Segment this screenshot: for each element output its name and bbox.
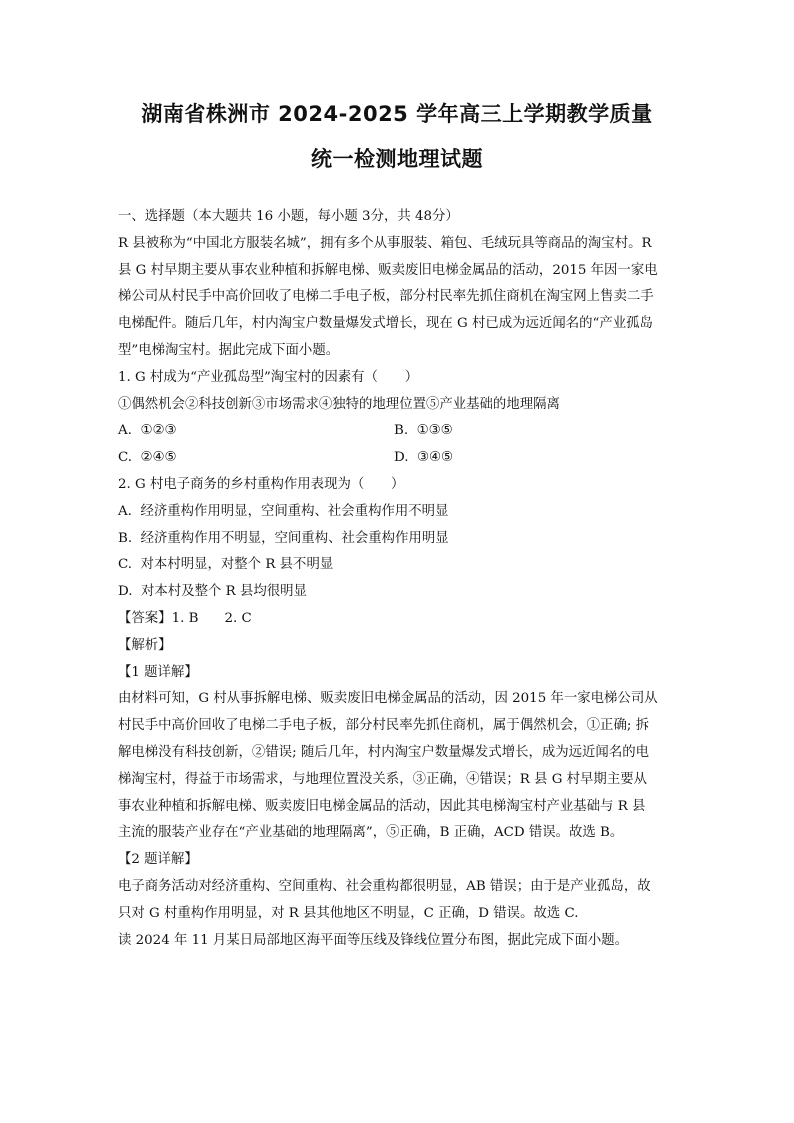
- option-b: [394, 418, 453, 445]
- question-2-stem: 2. G 村电子商务的乡村重构作用表现为（ ）: [118, 476, 405, 492]
- detail-1-line: 由材料可知，G 村从事拆解电梯、贩卖废旧电梯金属品的活动，因 2015 年一家电梯公司从: [118, 691, 658, 707]
- option-text: 对本村明显，对整个 R 县不明显: [140, 557, 334, 573]
- detail-2: [118, 847, 678, 927]
- detail-1: [118, 660, 678, 848]
- question-1-options-row-1: [118, 418, 678, 445]
- question-1-options-row-2: [118, 445, 678, 472]
- option-text: ①②③: [140, 423, 177, 439]
- option-a: [118, 499, 678, 526]
- detail-1-line: 主流的服装产业存在“产业基础的地理隔离”，⑤正确，B 正确，ACD 错误。故选 B。: [118, 825, 624, 841]
- section-heading: 一、选择题（本大题共 16 小题，每小题 3分，共 48分）: [118, 209, 459, 224]
- option-label: C.: [118, 557, 133, 573]
- detail-1-heading: 【1 题详解】: [118, 664, 198, 680]
- option-text: ②④⑤: [140, 450, 177, 466]
- option-label: D.: [118, 584, 133, 600]
- material-line: 型”电梯淘宝村。据此完成下面小题。: [118, 342, 340, 358]
- detail-2-line: 电子商务活动对经济重构、空间重构、社会重构都很明显，AB 错误；由于是产业孤岛，故: [118, 878, 651, 894]
- detail-2-line: 只对 G 村重构作用明显，对 R 县其他地区不明显，C 正确，D 错误。故选 C.: [118, 905, 579, 921]
- option-d: [394, 445, 453, 472]
- detail-1-line: 解电梯没有科技创新，②错误; 随后几年，村内淘宝户数量爆发式增长，成为远近闻名的电: [118, 744, 649, 760]
- option-label: B.: [394, 423, 409, 439]
- detail-1-line: 村民手中高价回收了电梯二手电子板，部分村民率先抓住商机，属于偶然机会，①正确; 拆: [118, 718, 649, 734]
- option-label: A.: [118, 423, 132, 439]
- detail-2-heading: 【2 题详解】: [118, 852, 198, 868]
- document-body: [118, 204, 678, 954]
- answer-label: 【答案】: [118, 610, 172, 626]
- question-2: [118, 472, 678, 606]
- option-text: 经济重构作用明显，空间重构、社会重构作用不明显: [140, 503, 449, 519]
- option-d: [118, 579, 678, 606]
- option-c: [118, 445, 177, 472]
- option-label: C.: [118, 450, 133, 466]
- option-a: [118, 418, 176, 445]
- option-text: ①③⑤: [416, 423, 453, 439]
- detail-1-line: 事农业种植和拆解电梯、贩卖废旧电梯金属品的活动，因此其电梯淘宝村产业基础与 R 县: [118, 798, 646, 814]
- option-label: A.: [118, 503, 132, 519]
- option-text: 经济重构作用不明显，空间重构、社会重构作用明显: [140, 530, 449, 546]
- material-line: 梯公司从村民手中高价回收了电梯二手电子板，部分村民率先抓住商机在淘宝网上售卖二手: [118, 289, 654, 305]
- page-title-line-2: 统一检测地理试题: [311, 147, 483, 171]
- material-line: 县 G 村早期主要从事农业种植和拆解电梯、贩卖废旧电梯金属品的活动，2015 年因一家电: [118, 262, 658, 278]
- answer-1: 1. B: [171, 610, 199, 626]
- answer-line: [118, 606, 678, 633]
- answer-2: 2. C: [224, 610, 252, 626]
- material-paragraph: [118, 231, 678, 365]
- analysis-heading: 【解析】: [118, 637, 172, 653]
- question-1-stem: 1. G 村成为“产业孤岛型”淘宝村的因素有（ ）: [118, 369, 419, 385]
- detail-1-line: 梯淘宝村，得益于市场需求，与地理位置没关系，③正确，④错误；R 县 G 村早期主要从: [118, 771, 647, 787]
- option-c: [118, 552, 678, 579]
- question-1-factors: ①偶然机会②科技创新③市场需求④独特的地理位置⑤产业基础的地理隔离: [118, 396, 560, 412]
- option-b: [118, 526, 678, 553]
- option-label: B.: [118, 530, 133, 546]
- material-line: R 县被称为“中国北方服装名城”，拥有多个从事服装、箱包、毛绒玩具等商品的淘宝村。R: [118, 235, 652, 251]
- next-question-intro: 读 2024 年 11 月某日局部地区海平面等压线及锋线位置分布图，据此完成下面小题。: [118, 932, 629, 948]
- material-line: 电梯配件。随后几年，村内淘宝户数量爆发式增长，现在 G 村已成为远近闻名的“产业孤岛: [118, 316, 653, 332]
- page-title-line-1: 湖南省株洲市 2024-2025 学年高三上学期教学质量: [141, 102, 653, 126]
- option-text: ③④⑤: [417, 450, 454, 466]
- option-text: 对本村及整个 R 县均很明显: [141, 584, 307, 600]
- question-1: [118, 365, 678, 472]
- option-label: D.: [394, 450, 409, 466]
